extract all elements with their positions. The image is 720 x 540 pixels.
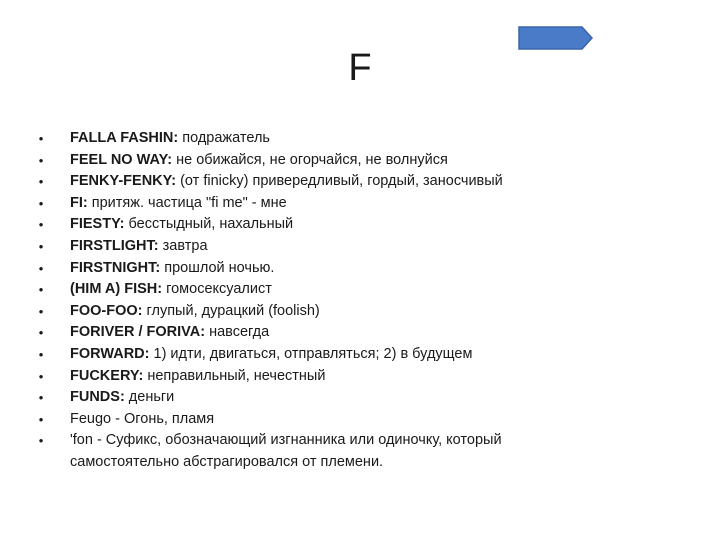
bullet-icon: • <box>38 217 44 233</box>
entry-definition: прошлой ночью. <box>160 259 275 276</box>
entry-definition: притяж. частица "fi me" - мне <box>87 194 287 211</box>
entry-definition: гомосексуалист <box>162 281 272 298</box>
bullet-icon: • <box>38 260 44 276</box>
bullet-icon: • <box>38 325 44 341</box>
list-item <box>36 214 596 236</box>
list-item <box>36 430 596 473</box>
entry-term: FOO-FOO: <box>70 302 143 319</box>
bullet-icon: • <box>38 195 44 211</box>
list-item <box>36 366 596 388</box>
entry-term: FORWARD: <box>70 345 150 362</box>
bullet-icon: • <box>38 411 44 427</box>
bullet-icon: • <box>38 131 44 146</box>
entry-term: FORIVER / FORIVA: <box>70 324 206 341</box>
list-item <box>36 344 596 366</box>
list-item <box>36 150 596 172</box>
bullet-icon: • <box>38 282 44 298</box>
bullet-icon: • <box>38 390 44 406</box>
entry-term: FI: <box>70 194 88 211</box>
list-item <box>36 236 596 258</box>
entry-term: FUCKERY: <box>70 367 144 384</box>
entry-term: FUNDS: <box>70 389 125 406</box>
list-item <box>36 279 596 301</box>
bullet-icon: • <box>38 368 44 384</box>
entry-definition: глупый, дурацкий (foolish) <box>142 302 320 319</box>
entry-definition: бесстыдный, нахальный <box>124 216 294 233</box>
list-item <box>36 128 596 150</box>
bullet-icon: • <box>38 238 44 254</box>
slide-title: F <box>348 47 372 89</box>
entry-term: FALLA FASHIN: <box>70 130 179 146</box>
entry-definition: не обижайся, не огорчайся, не волнуйся <box>172 151 448 168</box>
entry-definition: деньги <box>124 389 175 406</box>
entry-definition: навсегда <box>205 324 270 341</box>
bullet-icon: • <box>38 152 44 168</box>
list-item <box>36 171 596 193</box>
glossary-list <box>36 128 596 474</box>
list-item <box>36 387 596 409</box>
entry-term: FIRSTLIGHT: <box>70 237 159 254</box>
entry-term: FIESTY: <box>70 216 125 233</box>
bullet-icon: • <box>38 433 44 449</box>
entry-term: FIRSTNIGHT: <box>70 259 161 276</box>
entry-definition: завтра <box>158 237 208 254</box>
entry-term: (HIM A) FISH: <box>70 281 163 298</box>
list-item <box>36 322 596 344</box>
entry-term: FEEL NO WAY: <box>70 151 173 168</box>
list-item <box>36 409 596 431</box>
bullet-icon: • <box>38 303 44 319</box>
entry-definition: Feugo - Огонь, пламя <box>70 410 215 427</box>
list-item <box>36 193 596 215</box>
entry-definition: подражатель <box>178 130 270 146</box>
list-item <box>36 258 596 280</box>
bullet-icon: • <box>38 174 44 190</box>
list-item <box>36 301 596 323</box>
entry-definition: неправильный, нечестный <box>143 367 326 384</box>
bullet-icon: • <box>38 346 44 362</box>
entry-definition: 'fon - Суфикс, обозначающий изгнанника или одиночку, который самостоятельно абстрагировался от племени. <box>70 432 502 470</box>
entry-definition: 1) идти, двигаться, отправляться; 2) в будущем <box>149 345 473 362</box>
entry-term: FENKY-FENKY: <box>70 173 177 190</box>
entry-definition: (от finicky) привередливый, гордый, заносчивый <box>176 173 503 190</box>
